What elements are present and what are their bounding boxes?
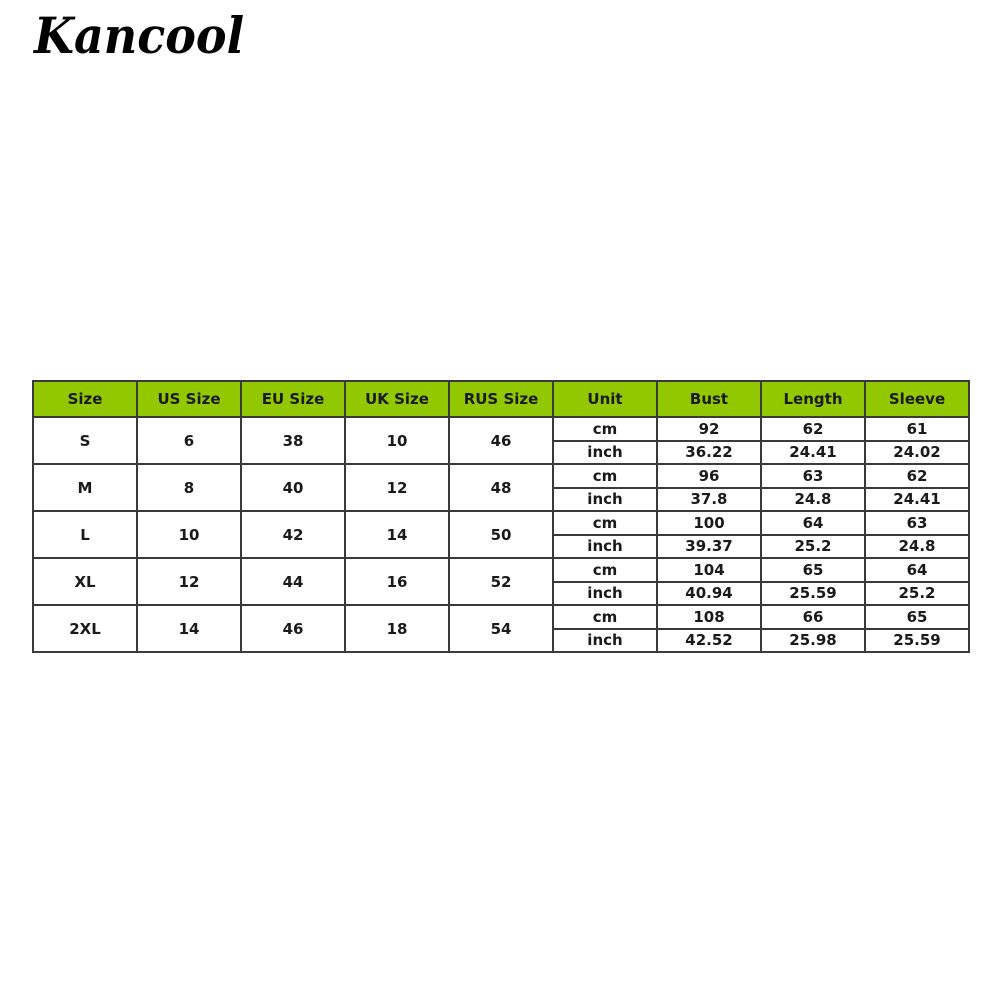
cell-length: 24.8 [761, 488, 865, 512]
cell-unit: cm [553, 558, 657, 582]
cell-unit: inch [553, 441, 657, 465]
cell-bust: 92 [657, 417, 761, 441]
cell-bust: 39.37 [657, 535, 761, 559]
header-size: Size [33, 381, 137, 417]
cell-length: 25.2 [761, 535, 865, 559]
cell-uk-size: 10 [345, 417, 449, 464]
cell-rus-size: 50 [449, 511, 553, 558]
cell-unit: inch [553, 488, 657, 512]
cell-eu-size: 40 [241, 464, 345, 511]
cell-length: 66 [761, 605, 865, 629]
cell-length: 24.41 [761, 441, 865, 465]
table-row [33, 605, 969, 629]
cell-unit: cm [553, 605, 657, 629]
cell-unit: cm [553, 417, 657, 441]
cell-uk-size: 12 [345, 464, 449, 511]
header-unit: Unit [553, 381, 657, 417]
header-uk-size: UK Size [345, 381, 449, 417]
header-bust: Bust [657, 381, 761, 417]
cell-bust: 37.8 [657, 488, 761, 512]
cell-sleeve: 25.2 [865, 582, 969, 606]
cell-bust: 100 [657, 511, 761, 535]
cell-rus-size: 52 [449, 558, 553, 605]
cell-size: 2XL [33, 605, 137, 652]
cell-length: 25.59 [761, 582, 865, 606]
cell-length: 65 [761, 558, 865, 582]
cell-sleeve: 63 [865, 511, 969, 535]
header-us-size: US Size [137, 381, 241, 417]
table-row [33, 511, 969, 535]
cell-rus-size: 54 [449, 605, 553, 652]
table-header-row [33, 381, 969, 417]
cell-unit: inch [553, 629, 657, 653]
table-row [33, 464, 969, 488]
cell-eu-size: 38 [241, 417, 345, 464]
cell-length: 25.98 [761, 629, 865, 653]
cell-length: 64 [761, 511, 865, 535]
cell-eu-size: 46 [241, 605, 345, 652]
cell-sleeve: 62 [865, 464, 969, 488]
cell-uk-size: 14 [345, 511, 449, 558]
table-row [33, 417, 969, 441]
cell-bust: 96 [657, 464, 761, 488]
cell-sleeve: 24.41 [865, 488, 969, 512]
header-rus-size: RUS Size [449, 381, 553, 417]
cell-us-size: 6 [137, 417, 241, 464]
cell-bust: 108 [657, 605, 761, 629]
cell-size: M [33, 464, 137, 511]
cell-uk-size: 18 [345, 605, 449, 652]
cell-size: L [33, 511, 137, 558]
brand-logo: Kancool [34, 6, 245, 65]
cell-sleeve: 25.59 [865, 629, 969, 653]
table-row [33, 558, 969, 582]
cell-uk-size: 16 [345, 558, 449, 605]
cell-unit: inch [553, 535, 657, 559]
header-eu-size: EU Size [241, 381, 345, 417]
cell-sleeve: 24.8 [865, 535, 969, 559]
cell-sleeve: 24.02 [865, 441, 969, 465]
cell-size: S [33, 417, 137, 464]
cell-us-size: 12 [137, 558, 241, 605]
cell-sleeve: 64 [865, 558, 969, 582]
cell-eu-size: 42 [241, 511, 345, 558]
cell-bust: 104 [657, 558, 761, 582]
cell-unit: cm [553, 464, 657, 488]
cell-eu-size: 44 [241, 558, 345, 605]
cell-us-size: 10 [137, 511, 241, 558]
cell-length: 63 [761, 464, 865, 488]
cell-bust: 40.94 [657, 582, 761, 606]
cell-rus-size: 48 [449, 464, 553, 511]
cell-unit: cm [553, 511, 657, 535]
cell-rus-size: 46 [449, 417, 553, 464]
cell-size: XL [33, 558, 137, 605]
cell-bust: 36.22 [657, 441, 761, 465]
cell-sleeve: 65 [865, 605, 969, 629]
cell-unit: inch [553, 582, 657, 606]
cell-us-size: 14 [137, 605, 241, 652]
cell-us-size: 8 [137, 464, 241, 511]
header-length: Length [761, 381, 865, 417]
cell-sleeve: 61 [865, 417, 969, 441]
header-sleeve: Sleeve [865, 381, 969, 417]
cell-bust: 42.52 [657, 629, 761, 653]
cell-length: 62 [761, 417, 865, 441]
size-chart-table [32, 380, 970, 653]
